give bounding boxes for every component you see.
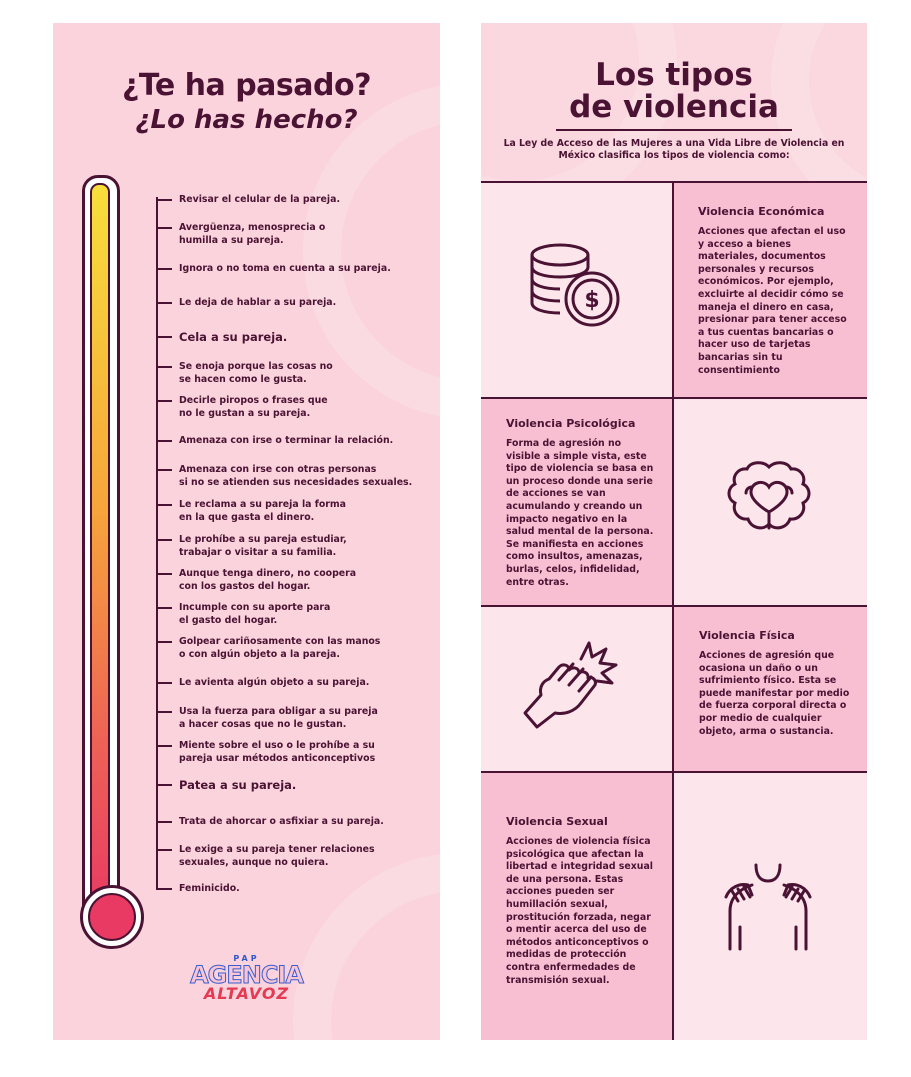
panel-subtitle: ¿Lo has hecho?	[135, 105, 358, 135]
panel-title: ¿Te ha pasado?	[121, 68, 372, 103]
type-title: Violencia Psicológica	[506, 417, 636, 430]
type-description: Forma de agresión no visible a simple vista, este tipo de violencia se basa en un proceso donde una serie de acciones se van acumulando y creando un impacto negativo en la salud mental de la persona. Se manifiesta en acciones como insultos, amenazas, burlas, celos, infidelidad, entre otras.	[506, 438, 654, 588]
scale-line	[156, 197, 158, 890]
brain-heart-icon	[724, 457, 814, 547]
panel-title-line2: de violencia	[569, 89, 779, 125]
thermometer-panel: ¿Te ha pasado? ¿Lo has hecho? Revisar el celular de la pareja. Avergüenza, menosprecia o humilla a su pareja. Ignora o no toma en cuenta a su pareja. Le deja de hablar a su pareja. Cela a su pareja. Se enoja porque las cosas no se hacen como le gusta. Decirle piropos o frases que no le gustan a su pareja. Amenaza con irse o terminar la relación. Amenaza con irse con otras personas si no se atienden sus necesidades sexuales. Le reclama a su pareja la forma en la que gasta el dinero. Le prohíbe a su pareja estudiar, trabajar o visitar a su familia. Aunque tenga dinero, no coopera con los gastos del hogar. Incumple con su aporte para el gasto del hogar. Golpear cariñosamente con las manos o con algún objeto a la pareja. Le avienta algún objeto a su pareja. Usa la fuerza para obligar a su pareja a hacer cosas que no le gustan. Miente sobre el uso o le prohíbe a su pareja usar métodos anticonceptivos Patea a su pareja. Trata de ahorcar o asfixiar a su pareja. Le exige a su pareja tener relaciones sexuales, aunque no quiera. Feminicido. PAP AGENCIA ALTAVOZ	[53, 23, 440, 1040]
violence-types-panel	[481, 23, 867, 1040]
intro-text: La Ley de Acceso de las Mujeres a una Vida Libre de Violencia en México clasifica los tipos de violencia como:	[503, 138, 845, 161]
fist-impact-icon	[515, 635, 625, 735]
svg-text:$: $	[584, 288, 600, 313]
type-description: Acciones de violencia física psicológica que afectan la libertad e integridad sexual de una persona. Estas acciones pueden ser humillación sexual, prostitución forzada, negar o mentir acerca del uso de métodos anticonceptivos o medidas de protección contra enfermedades de transmisión sexual.	[506, 836, 654, 986]
psychological-text-cell	[481, 397, 674, 605]
logo-prefix: PAP	[233, 954, 260, 963]
thermometer-mercury	[90, 183, 110, 917]
economic-text-cell	[674, 181, 867, 397]
logo-agencia: AGENCIA	[190, 961, 303, 989]
type-description: Acciones de agresión que ocasiona un daño o un sufrimiento físico. Esta se puede manifestar por medio de fuerza corporal directa o por medio de cualquier objeto, arma o sustancia.	[699, 650, 850, 737]
title-underline	[556, 129, 792, 131]
thermometer-bulb	[80, 885, 144, 949]
type-title: Violencia Sexual	[506, 815, 608, 828]
sexual-icon-cell	[674, 771, 867, 1040]
coins-dollar-icon	[526, 241, 626, 331]
type-description: Acciones que afectan el uso y acceso a bienes materiales, documentos personales y recursos económicos. Por ejemplo, excluirte al decidir cómo se maneja el dinero en casa, presionar para tener acceso a tus cuentas bancarias o hacer uso de tarjetas bancarias sin tu consentimiento	[698, 226, 847, 376]
hands-on-shoulders-icon	[718, 861, 818, 961]
type-title: Violencia Física	[699, 629, 795, 642]
sexual-text-cell	[481, 771, 674, 1040]
thermometer-icon	[82, 175, 120, 921]
type-title: Violencia Económica	[698, 205, 825, 218]
physical-text-cell	[674, 605, 867, 771]
economic-icon-cell	[481, 181, 674, 397]
physical-icon-cell	[481, 605, 674, 771]
types-grid	[481, 181, 867, 1040]
decorative-ring	[293, 853, 440, 1040]
psychological-icon-cell	[674, 397, 867, 605]
panel-title-line1: Los tipos	[595, 57, 753, 93]
logo-altavoz: ALTAVOZ	[203, 984, 290, 1003]
